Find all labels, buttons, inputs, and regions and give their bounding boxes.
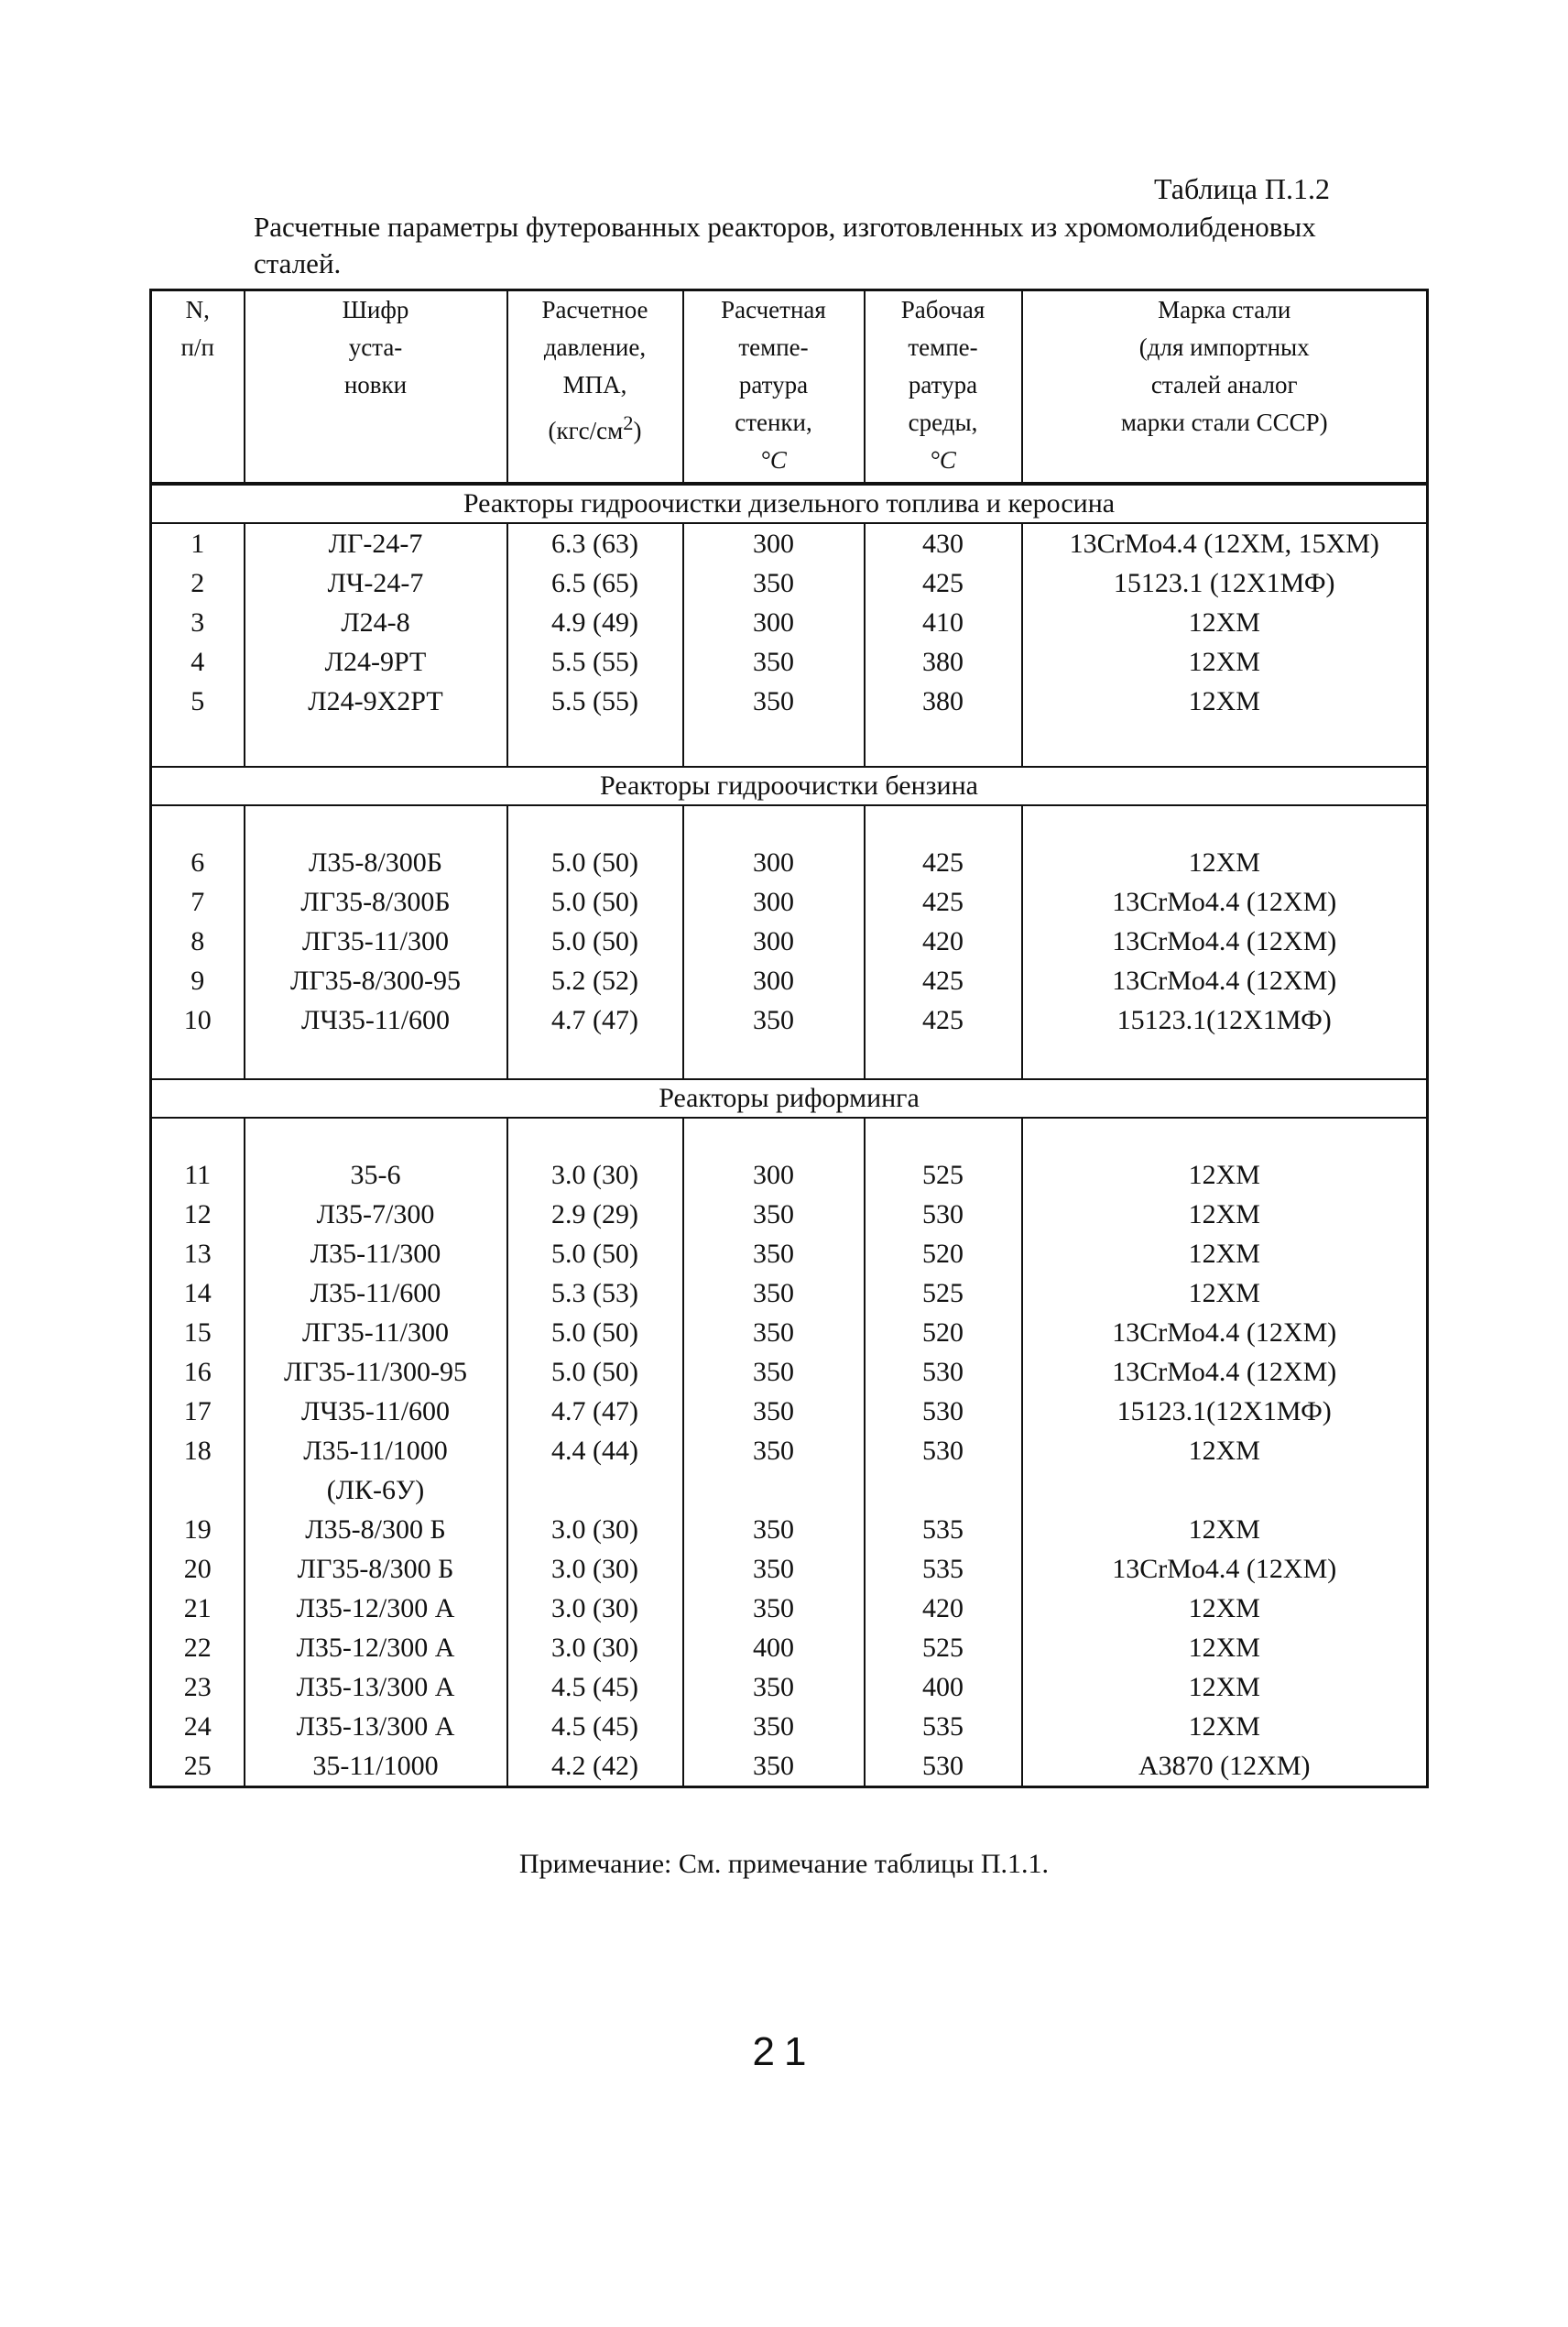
header-number: N, п/п	[151, 290, 245, 485]
cell-number: 12	[151, 1195, 245, 1234]
header-row	[151, 290, 1428, 485]
spacer-cell	[865, 1040, 1022, 1079]
cell-medium-temp: 525	[865, 1273, 1022, 1313]
cell-steel-grade: 13CrMo4.4 (12ХМ)	[1022, 961, 1428, 1000]
cell-number: 13	[151, 1234, 245, 1273]
cell-wall-temp: 350	[683, 1000, 865, 1040]
table-row	[151, 523, 1428, 563]
cell-medium-temp: 425	[865, 882, 1022, 922]
spacer-cell	[245, 1040, 507, 1079]
section-title: Реакторы гидроочистки бензина	[151, 767, 1428, 805]
table-note: Примечание: См. примечание таблицы П.1.1.	[518, 1849, 1050, 1879]
cell-steel-grade: 12ХМ	[1022, 1707, 1428, 1746]
spacer-cell	[507, 721, 683, 767]
cell-medium-temp: 380	[865, 682, 1022, 721]
cell-number: 3	[151, 603, 245, 642]
cell-pressure: 4.4 (44)	[507, 1431, 683, 1510]
section-row	[151, 484, 1428, 523]
cell-wall-temp: 300	[683, 603, 865, 642]
header-medium-temp: Рабочая темпе- ратура среды, °C	[865, 290, 1022, 485]
cell-pressure: 4.9 (49)	[507, 603, 683, 642]
cell-code: Л35-13/300 А	[245, 1707, 507, 1746]
cell-code: Л24-9Х2РТ	[245, 682, 507, 721]
table-row	[151, 1392, 1428, 1431]
cell-code: Л35-8/300 Б	[245, 1510, 507, 1549]
cell-steel-grade: 13CrMo4.4 (12ХМ)	[1022, 1313, 1428, 1352]
cell-code: ЛГ35-11/300	[245, 922, 507, 961]
table-row	[151, 961, 1428, 1000]
table-row	[151, 1431, 1428, 1510]
cell-pressure: 4.7 (47)	[507, 1000, 683, 1040]
spacer-row	[151, 1118, 1428, 1155]
cell-wall-temp: 350	[683, 1352, 865, 1392]
spacer-cell	[865, 805, 1022, 843]
cell-number: 10	[151, 1000, 245, 1040]
cell-code: Л35-12/300 А	[245, 1628, 507, 1667]
spacer-row	[151, 1040, 1428, 1079]
spacer-cell	[1022, 1040, 1428, 1079]
cell-wall-temp: 350	[683, 1510, 865, 1549]
cell-wall-temp: 350	[683, 642, 865, 682]
cell-pressure: 5.5 (55)	[507, 682, 683, 721]
cell-code: ЛГ35-8/300 Б	[245, 1549, 507, 1589]
cell-number: 24	[151, 1707, 245, 1746]
cell-pressure: 5.0 (50)	[507, 1234, 683, 1273]
header-wall-temp: Расчетная темпе- ратура стенки, °C	[683, 290, 865, 485]
table-row	[151, 1707, 1428, 1746]
cell-number: 25	[151, 1746, 245, 1787]
cell-steel-grade: 12ХМ	[1022, 1589, 1428, 1628]
cell-code: ЛГ35-8/300-95	[245, 961, 507, 1000]
cell-medium-temp: 530	[865, 1392, 1022, 1431]
cell-wall-temp: 300	[683, 922, 865, 961]
cell-number: 16	[151, 1352, 245, 1392]
section-row	[151, 767, 1428, 805]
cell-wall-temp: 300	[683, 1155, 865, 1195]
cell-number: 7	[151, 882, 245, 922]
spacer-cell	[245, 1118, 507, 1155]
cell-wall-temp: 350	[683, 1431, 865, 1510]
table-row	[151, 1234, 1428, 1273]
cell-code: ЛГ-24-7	[245, 523, 507, 563]
cell-pressure: 4.7 (47)	[507, 1392, 683, 1431]
cell-wall-temp: 350	[683, 1195, 865, 1234]
spacer-cell	[151, 1040, 245, 1079]
cell-number: 5	[151, 682, 245, 721]
table-row	[151, 682, 1428, 721]
spacer-cell	[683, 1040, 865, 1079]
cell-pressure: 5.0 (50)	[507, 843, 683, 882]
cell-code: Л35-11/600	[245, 1273, 507, 1313]
spacer-cell	[683, 721, 865, 767]
cell-steel-grade: 12ХМ	[1022, 603, 1428, 642]
cell-pressure: 5.0 (50)	[507, 882, 683, 922]
cell-medium-temp: 420	[865, 1589, 1022, 1628]
cell-code: Л35-11/1000 (ЛК-6У)	[245, 1431, 507, 1510]
spacer-cell	[507, 805, 683, 843]
cell-medium-temp: 425	[865, 961, 1022, 1000]
table-row	[151, 882, 1428, 922]
cell-medium-temp: 425	[865, 563, 1022, 603]
cell-pressure: 3.0 (30)	[507, 1549, 683, 1589]
section-title: Реакторы риформинга	[151, 1079, 1428, 1118]
cell-medium-temp: 520	[865, 1234, 1022, 1273]
cell-wall-temp: 350	[683, 1746, 865, 1787]
cell-steel-grade: 12ХМ	[1022, 682, 1428, 721]
cell-pressure: 5.5 (55)	[507, 642, 683, 682]
cell-number: 20	[151, 1549, 245, 1589]
cell-medium-temp: 530	[865, 1195, 1022, 1234]
spacer-cell	[151, 721, 245, 767]
cell-code: Л24-9РТ	[245, 642, 507, 682]
spacer-row	[151, 805, 1428, 843]
table-caption: Расчетные параметры футерованных реакторов, изготовленных из хромомолибденовых сталей.	[254, 211, 1316, 279]
cell-code: Л35-13/300 А	[245, 1667, 507, 1707]
cell-pressure: 4.2 (42)	[507, 1746, 683, 1787]
cell-number: 1	[151, 523, 245, 563]
cell-number: 23	[151, 1667, 245, 1707]
reactor-parameters-table	[149, 289, 1429, 1788]
cell-medium-temp: 535	[865, 1510, 1022, 1549]
cell-wall-temp: 350	[683, 1234, 865, 1273]
spacer-cell	[865, 721, 1022, 767]
cell-wall-temp: 350	[683, 682, 865, 721]
cell-wall-temp: 300	[683, 843, 865, 882]
cell-code: Л35-11/300	[245, 1234, 507, 1273]
cell-steel-grade: 12ХМ	[1022, 1667, 1428, 1707]
cell-number: 17	[151, 1392, 245, 1431]
cell-number: 4	[151, 642, 245, 682]
cell-pressure: 3.0 (30)	[507, 1510, 683, 1549]
spacer-cell	[683, 805, 865, 843]
cell-pressure: 3.0 (30)	[507, 1589, 683, 1628]
cell-steel-grade: 12ХМ	[1022, 1628, 1428, 1667]
cell-pressure: 6.3 (63)	[507, 523, 683, 563]
cell-code: ЛГ35-11/300	[245, 1313, 507, 1352]
spacer-cell	[151, 1118, 245, 1155]
cell-medium-temp: 410	[865, 603, 1022, 642]
table-row	[151, 843, 1428, 882]
cell-steel-grade: 12ХМ	[1022, 1155, 1428, 1195]
page-number: 21	[752, 2029, 816, 2074]
cell-code: ЛЧ35-11/600	[245, 1392, 507, 1431]
cell-steel-grade: 15123.1(12Х1МФ)	[1022, 1000, 1428, 1040]
cell-code: Л35-8/300Б	[245, 843, 507, 882]
cell-code: Л35-12/300 А	[245, 1589, 507, 1628]
cell-wall-temp: 350	[683, 1313, 865, 1352]
cell-steel-grade: 12ХМ	[1022, 1273, 1428, 1313]
spacer-cell	[507, 1040, 683, 1079]
cell-pressure: 3.0 (30)	[507, 1155, 683, 1195]
cell-steel-grade: 12ХМ	[1022, 843, 1428, 882]
cell-steel-grade: 13CrMo4.4 (12ХМ)	[1022, 922, 1428, 961]
table-label: Таблица П.1.2	[1154, 172, 1330, 205]
table-row	[151, 1510, 1428, 1549]
table-row	[151, 1549, 1428, 1589]
cell-pressure: 6.5 (65)	[507, 563, 683, 603]
cell-medium-temp: 420	[865, 922, 1022, 961]
cell-wall-temp: 350	[683, 1392, 865, 1431]
cell-medium-temp: 525	[865, 1155, 1022, 1195]
spacer-cell	[245, 805, 507, 843]
cell-steel-grade: 15123.1(12Х1МФ)	[1022, 1392, 1428, 1431]
header-code: Шифр уста- новки	[245, 290, 507, 485]
section-title: Реакторы гидроочистки дизельного топлива и керосина	[151, 484, 1428, 523]
cell-steel-grade: 12ХМ	[1022, 642, 1428, 682]
cell-medium-temp: 380	[865, 642, 1022, 682]
cell-steel-grade: 12ХМ	[1022, 1510, 1428, 1549]
table-row	[151, 1352, 1428, 1392]
cell-medium-temp: 535	[865, 1549, 1022, 1589]
cell-medium-temp: 425	[865, 1000, 1022, 1040]
cell-medium-temp: 425	[865, 843, 1022, 882]
spacer-cell	[245, 721, 507, 767]
cell-medium-temp: 400	[865, 1667, 1022, 1707]
cell-steel-grade: A3870 (12ХМ)	[1022, 1746, 1428, 1787]
cell-code: ЛЧ35-11/600	[245, 1000, 507, 1040]
cell-medium-temp: 530	[865, 1431, 1022, 1510]
cell-medium-temp: 520	[865, 1313, 1022, 1352]
table-row	[151, 1000, 1428, 1040]
cell-pressure: 5.0 (50)	[507, 1313, 683, 1352]
cell-number: 21	[151, 1589, 245, 1628]
cell-medium-temp: 530	[865, 1746, 1022, 1787]
table-row	[151, 1746, 1428, 1787]
section-row	[151, 1079, 1428, 1118]
spacer-cell	[507, 1118, 683, 1155]
cell-steel-grade: 13CrMo4.4 (12ХМ)	[1022, 1352, 1428, 1392]
table-row	[151, 922, 1428, 961]
cell-wall-temp: 300	[683, 523, 865, 563]
cell-medium-temp: 535	[865, 1707, 1022, 1746]
cell-wall-temp: 350	[683, 1707, 865, 1746]
cell-number: 6	[151, 843, 245, 882]
header-pressure: Расчетное давление, МПА, $(кгс/см^2)$	[507, 290, 683, 485]
table-row	[151, 1195, 1428, 1234]
cell-number: 14	[151, 1273, 245, 1313]
cell-pressure: 5.0 (50)	[507, 1352, 683, 1392]
cell-wall-temp: 300	[683, 961, 865, 1000]
spacer-cell	[683, 1118, 865, 1155]
cell-wall-temp: 350	[683, 1589, 865, 1628]
table-row	[151, 1155, 1428, 1195]
spacer-row	[151, 721, 1428, 767]
cell-pressure: 4.5 (45)	[507, 1667, 683, 1707]
cell-code: 35-6	[245, 1155, 507, 1195]
cell-steel-grade: 13CrMo4.4 (12ХМ, 15ХМ)	[1022, 523, 1428, 563]
cell-wall-temp: 350	[683, 563, 865, 603]
cell-wall-temp: 350	[683, 1549, 865, 1589]
spacer-cell	[151, 805, 245, 843]
cell-steel-grade: 12ХМ	[1022, 1431, 1428, 1510]
spacer-cell	[865, 1118, 1022, 1155]
table-row	[151, 642, 1428, 682]
cell-pressure: 4.5 (45)	[507, 1707, 683, 1746]
cell-code: ЛЧ-24-7	[245, 563, 507, 603]
cell-code: ЛГ35-11/300-95	[245, 1352, 507, 1392]
cell-medium-temp: 525	[865, 1628, 1022, 1667]
table-row	[151, 1313, 1428, 1352]
cell-wall-temp: 400	[683, 1628, 865, 1667]
cell-pressure: 3.0 (30)	[507, 1628, 683, 1667]
cell-number: 22	[151, 1628, 245, 1667]
table-row	[151, 1628, 1428, 1667]
spacer-cell	[1022, 805, 1428, 843]
cell-code: 35-11/1000	[245, 1746, 507, 1787]
cell-pressure: 2.9 (29)	[507, 1195, 683, 1234]
cell-medium-temp: 430	[865, 523, 1022, 563]
cell-number: 18	[151, 1431, 245, 1510]
cell-code: Л35-7/300	[245, 1195, 507, 1234]
cell-wall-temp: 350	[683, 1667, 865, 1707]
cell-number: 8	[151, 922, 245, 961]
cell-number: 19	[151, 1510, 245, 1549]
cell-number: 2	[151, 563, 245, 603]
cell-number: 9	[151, 961, 245, 1000]
cell-steel-grade: 12ХМ	[1022, 1234, 1428, 1273]
cell-number: 11	[151, 1155, 245, 1195]
cell-wall-temp: 300	[683, 882, 865, 922]
cell-pressure: 5.0 (50)	[507, 922, 683, 961]
table-row	[151, 603, 1428, 642]
spacer-cell	[1022, 1118, 1428, 1155]
cell-steel-grade: 12ХМ	[1022, 1195, 1428, 1234]
cell-wall-temp: 350	[683, 1273, 865, 1313]
cell-code: Л24-8	[245, 603, 507, 642]
cell-medium-temp: 530	[865, 1352, 1022, 1392]
table-row	[151, 1273, 1428, 1313]
cell-steel-grade: 13CrMo4.4 (12ХМ)	[1022, 882, 1428, 922]
cell-steel-grade: 15123.1 (12Х1МФ)	[1022, 563, 1428, 603]
table-row	[151, 1589, 1428, 1628]
cell-pressure: 5.3 (53)	[507, 1273, 683, 1313]
header-steel-grade: Марка стали (для импортных сталей аналог марки стали СССР)	[1022, 290, 1428, 485]
table-row	[151, 563, 1428, 603]
cell-number: 15	[151, 1313, 245, 1352]
cell-code: ЛГ35-8/300Б	[245, 882, 507, 922]
spacer-cell	[1022, 721, 1428, 767]
cell-pressure: 5.2 (52)	[507, 961, 683, 1000]
table-row	[151, 1667, 1428, 1707]
cell-steel-grade: 13CrMo4.4 (12ХМ)	[1022, 1549, 1428, 1589]
